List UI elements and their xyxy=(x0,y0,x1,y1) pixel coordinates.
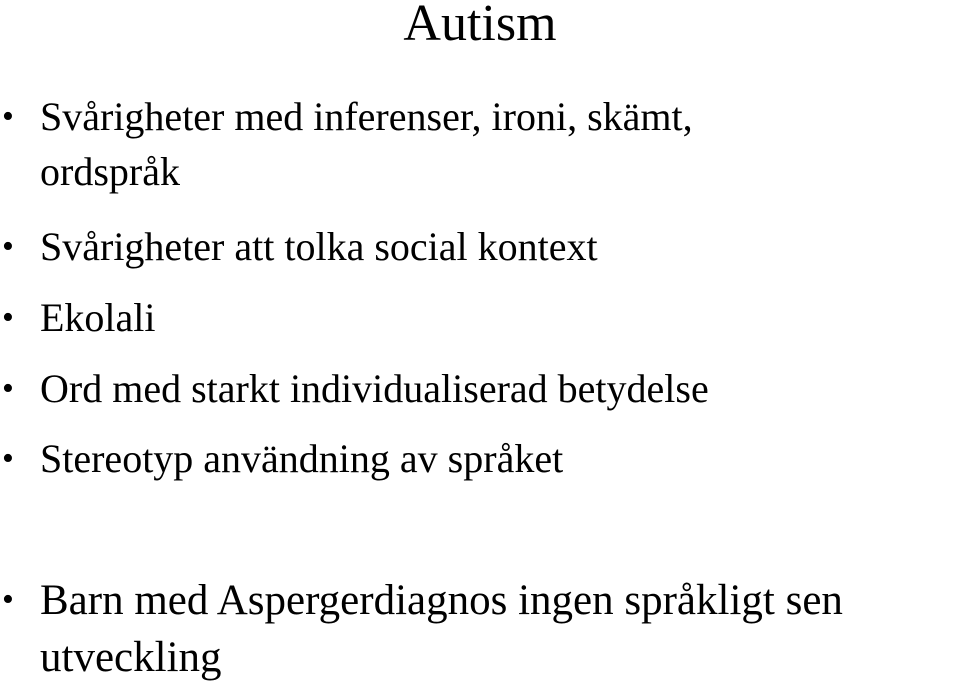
bullet-dot-icon: • xyxy=(2,581,14,618)
bullet-text: Svårigheter med inferenser, ironi, skämt, ordspråk xyxy=(40,94,693,194)
bullet-dot-icon: • xyxy=(2,440,14,477)
slide-title: Autism xyxy=(403,0,557,52)
bullet-text: Svårigheter att tolka social kontext xyxy=(40,224,598,269)
bullet-dot-icon: • xyxy=(2,98,14,135)
bullet-dot-icon: • xyxy=(2,299,14,336)
bullet-text: Barn med Aspergerdiagnos ingen språkligt sen utveckling xyxy=(40,577,843,681)
bullet-text: Ekolali xyxy=(40,295,156,340)
bullet-text: Stereotyp användning av språket xyxy=(40,436,564,481)
bullet-dot-icon: • xyxy=(2,370,14,407)
bullet-text: Ord med starkt individualiserad betydelse xyxy=(40,366,709,411)
bullet-dot-icon: • xyxy=(2,228,14,265)
